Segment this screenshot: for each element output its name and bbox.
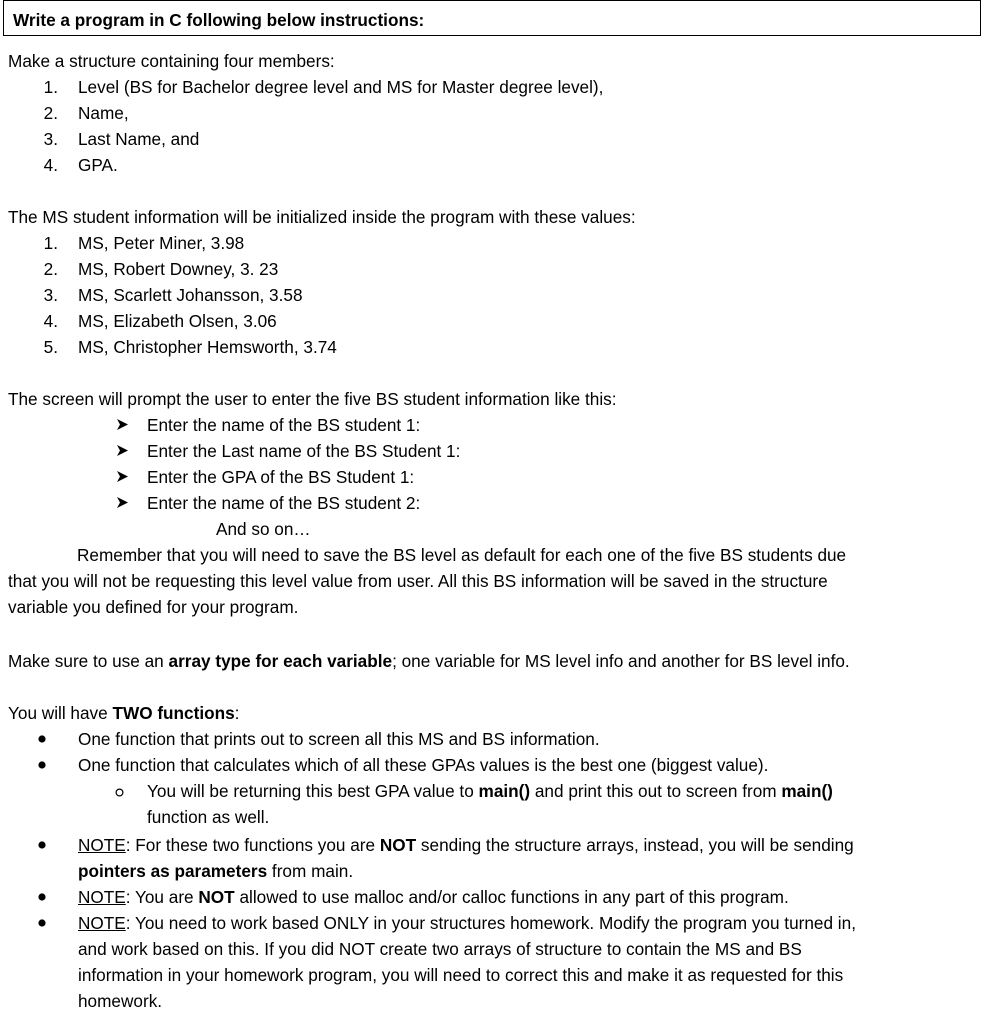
list-number: 3. (43, 129, 58, 149)
note-text: : You are (125, 887, 199, 907)
sub-bullet-text: and print this out to screen from (530, 781, 782, 801)
note3-line-4: homework. (78, 991, 163, 1011)
remember-line-2: that you will not be requesting this level value from user. All this BS information will be saved in the structure (8, 571, 828, 591)
bullet-icon (38, 735, 46, 743)
note1-line-2 (78, 858, 353, 884)
title-box (3, 0, 981, 36)
functions-intro-bold: TWO functions (112, 703, 235, 723)
main-keyword: main() (478, 781, 531, 801)
note-text: from main. (267, 861, 354, 881)
list-item: Enter the GPA of the BS Student 1: (147, 467, 415, 487)
remember-line-3: variable you defined for your program. (8, 597, 299, 617)
remember-line-1: Remember that you will need to save the BS level as default for each one of the five BS students due (77, 545, 847, 565)
note-label: NOTE (78, 913, 126, 933)
list-item: MS, Robert Downey, 3. 23 (78, 259, 279, 279)
sub-bullet-text: You will be returning this best GPA value to (147, 781, 479, 801)
list-number: 4. (43, 311, 58, 331)
list-item: Level (BS for Bachelor degree level and MS for Master degree level), (78, 77, 604, 97)
list-item: Enter the name of the BS student 2: (147, 493, 421, 513)
note-text: : For these two functions you are (125, 835, 380, 855)
list-item: GPA. (78, 155, 118, 175)
struct-intro: Make a structure containing four members: (8, 51, 335, 71)
note3-line-3: information in your homework program, you will need to correct this and make it as requested for this (78, 965, 844, 985)
note-bold: NOT (198, 887, 235, 907)
list-number: 1. (43, 77, 58, 97)
list-number: 2. (43, 103, 58, 123)
bullet-icon (38, 919, 46, 927)
functions-intro-text: You will have (8, 703, 113, 723)
list-item: Enter the Last name of the BS Student 1: (147, 441, 461, 461)
list-item: MS, Christopher Hemsworth, 3.74 (78, 337, 337, 357)
arrowhead-bullet-icon (116, 470, 129, 483)
main-keyword: main() (781, 781, 833, 801)
bullet-icon (38, 841, 46, 849)
bullet-print-function: One function that prints out to screen all this MS and BS information. (78, 729, 600, 749)
note-text: sending the structure arrays, instead, you will be sending (416, 835, 854, 855)
functions-intro-text: : (234, 703, 240, 723)
sub-bullet-line-2: function as well. (147, 807, 270, 827)
hollow-bullet-icon (115, 788, 124, 797)
note-text: : You need to work based ONLY in your structures homework. Modify the program you turned in, (125, 913, 856, 933)
list-number: 4. (43, 155, 58, 175)
bullet-icon (38, 893, 46, 901)
note1-line-1 (78, 832, 854, 858)
list-item: Last Name, and (78, 129, 200, 149)
array-note-text: ; one variable for MS level info and another for BS level info. (392, 651, 850, 671)
bullet-icon (38, 761, 46, 769)
prompt-intro: The screen will prompt the user to enter the five BS student information like this: (8, 389, 617, 409)
array-note (8, 648, 850, 674)
note-bold: NOT (379, 835, 417, 855)
list-number: 3. (43, 285, 58, 305)
array-note-text: Make sure to use an (8, 651, 169, 671)
ms-intro: The MS student information will be initialized inside the program with these values: (8, 207, 636, 227)
list-item: MS, Scarlett Johansson, 3.58 (78, 285, 303, 305)
note-label: NOTE (78, 887, 126, 907)
functions-intro (8, 700, 239, 726)
note3-line-2: and work based on this. If you did NOT create two arrays of structure to contain the MS and BS (78, 939, 802, 959)
list-item: MS, Peter Miner, 3.98 (78, 233, 245, 253)
note-bold: pointers as parameters (78, 861, 268, 881)
bullet-gpa-function: One function that calculates which of all these GPAs values is the best one (biggest value). (78, 755, 769, 775)
list-item: MS, Elizabeth Olsen, 3.06 (78, 311, 277, 331)
list-number: 2. (43, 259, 58, 279)
sub-bullet-line-1 (147, 778, 833, 804)
arrowhead-bullet-icon (116, 444, 129, 457)
list-number: 5. (43, 337, 58, 357)
and-so-on: And so on… (216, 519, 311, 539)
note3-line-1 (78, 910, 856, 936)
array-note-bold: array type for each variable (168, 651, 393, 671)
note-text: allowed to use malloc and/or calloc functions in any part of this program. (234, 887, 789, 907)
arrowhead-bullet-icon (116, 496, 129, 509)
arrowhead-bullet-icon (116, 418, 129, 431)
note-label: NOTE (78, 835, 126, 855)
list-item: Enter the name of the BS student 1: (147, 415, 421, 435)
list-number: 1. (43, 233, 58, 253)
note2-line (78, 884, 789, 910)
list-item: Name, (78, 103, 129, 123)
document-title: Write a program in C following below instructions: (13, 10, 425, 30)
